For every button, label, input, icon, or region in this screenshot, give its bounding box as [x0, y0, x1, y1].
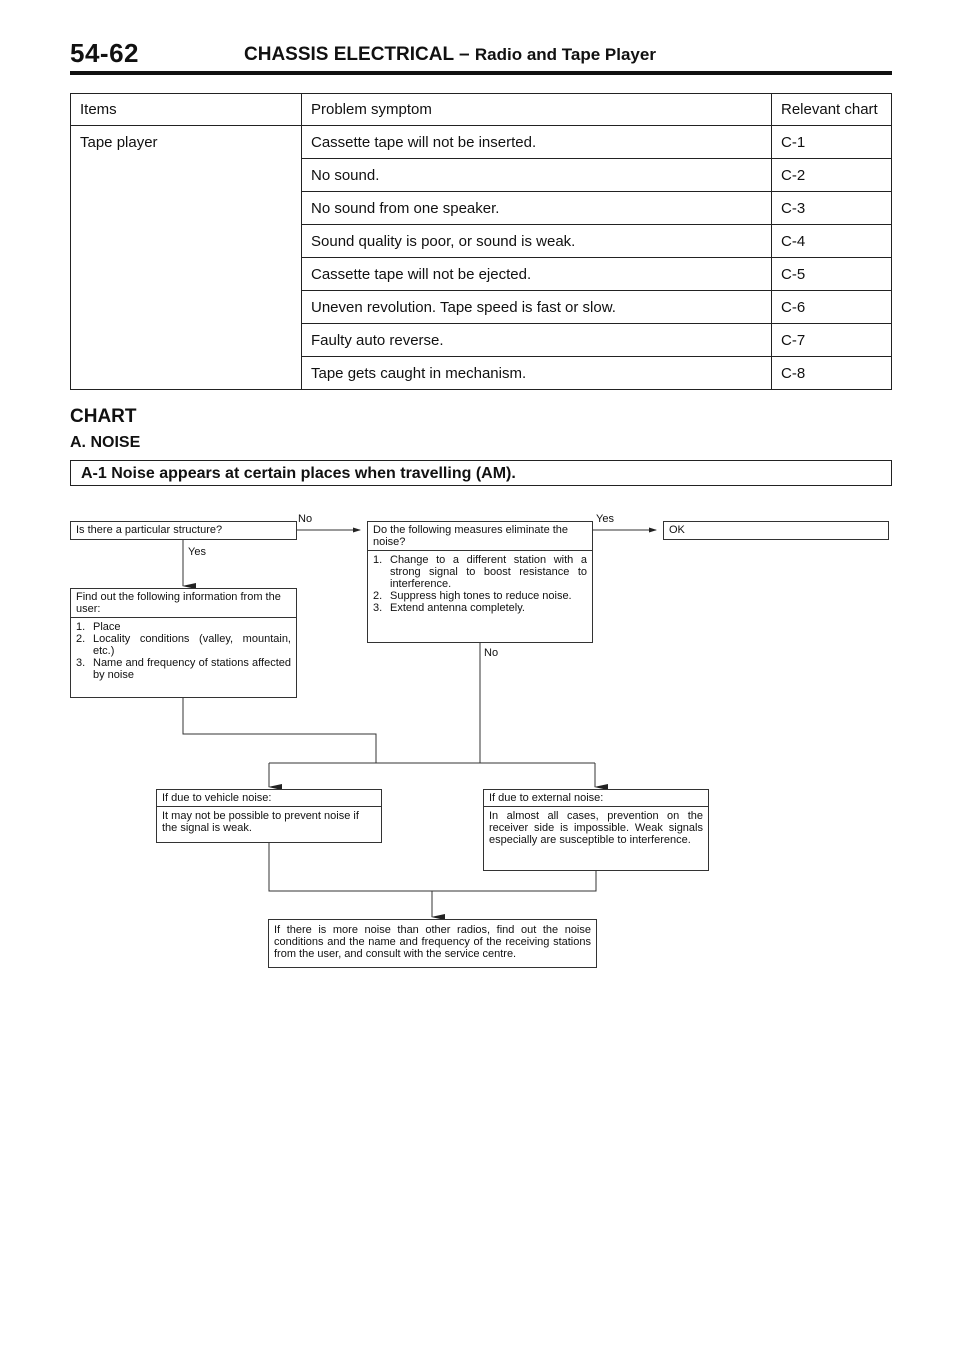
flow-final-step: If there is more noise than other radios, find out the noise conditions and the name and frequency of the receiving stations from the user, and consult with the service centre.	[268, 919, 597, 968]
flow-user-info-head: Find out the following information from the user:	[71, 589, 296, 618]
section-heading: A. NOISE	[70, 434, 141, 451]
symptom-cell: Uneven revolution. Tape speed is fast or slow.	[302, 291, 772, 324]
flow-user-info-body	[71, 618, 296, 684]
list-item: 2. Locality conditions (valley, mountain, etc.)	[76, 633, 291, 657]
symptom-cell: Cassette tape will not be ejected.	[302, 258, 772, 291]
flow-question-structure: Is there a particular structure?	[70, 521, 297, 540]
symptom-cell: Sound quality is poor, or sound is weak.	[302, 225, 772, 258]
list-item: 3. Name and frequency of stations affected by noise	[76, 657, 291, 681]
flow-ok: OK	[663, 521, 889, 540]
chart-cell: C-2	[772, 159, 892, 192]
symptom-cell: Cassette tape will not be inserted.	[302, 126, 772, 159]
symptom-cell: No sound from one speaker.	[302, 192, 772, 225]
flow-vehicle-noise-head: If due to vehicle noise:	[157, 790, 381, 807]
flow-label-no: No	[298, 513, 313, 525]
flow-label-yes-2: Yes	[596, 513, 614, 525]
column-header-chart: Relevant chart	[772, 94, 892, 126]
header-subsection: Radio and Tape Player	[474, 45, 656, 64]
list-item: 2. Suppress high tones to reduce noise.	[373, 590, 572, 602]
flow-external-noise	[483, 789, 709, 871]
flow-external-noise-body: In almost all cases, prevention on the receiver side is impossible. Weak signals especially are susceptible to interference.	[489, 810, 703, 846]
chart-cell: C-7	[772, 324, 892, 357]
symptom-cell: No sound.	[302, 159, 772, 192]
chart-cell: C-8	[772, 357, 892, 390]
subsection-bar: A-1 Noise appears at certain places when travelling (AM).	[70, 460, 892, 486]
chart-cell: C-1	[772, 126, 892, 159]
group-cell: Tape player	[71, 126, 302, 390]
list-item: 1. Change to a different station with a strong signal to boost resistance to interference.	[373, 554, 587, 590]
header-section: CHASSIS ELECTRICAL	[244, 44, 454, 65]
flow-label-no-2: No	[484, 647, 499, 659]
column-header-symptom: Problem symptom	[302, 94, 772, 126]
flow-measures-head: Do the following measures eliminate the noise?	[368, 522, 592, 551]
flow-label-yes: Yes	[188, 546, 206, 558]
flow-vehicle-noise	[156, 789, 382, 843]
flow-external-noise-head: If due to external noise:	[484, 790, 708, 807]
flow-question-measures	[367, 521, 593, 643]
symptom-cell: Faulty auto reverse.	[302, 324, 772, 357]
list-item: 3. Extend antenna completely.	[373, 602, 525, 614]
column-header-items: Items	[71, 94, 302, 126]
chart-cell: C-5	[772, 258, 892, 291]
page-number: 54-62	[70, 38, 139, 68]
flow-user-info-list	[76, 621, 291, 681]
chart-heading: CHART	[70, 406, 137, 427]
chart-cell: C-4	[772, 225, 892, 258]
chart-cell: C-3	[772, 192, 892, 225]
flow-measures-body	[368, 551, 592, 617]
flow-measures-list	[373, 554, 587, 614]
connector-info-merge	[183, 698, 376, 763]
header-separator: –	[459, 44, 470, 65]
chart-cell: C-6	[772, 291, 892, 324]
list-item: 1. Place	[76, 621, 121, 633]
symptom-cell: Tape gets caught in mechanism.	[302, 357, 772, 390]
flow-vehicle-noise-body: It may not be possible to prevent noise if the signal is weak.	[162, 810, 359, 834]
flow-user-info	[70, 588, 297, 698]
